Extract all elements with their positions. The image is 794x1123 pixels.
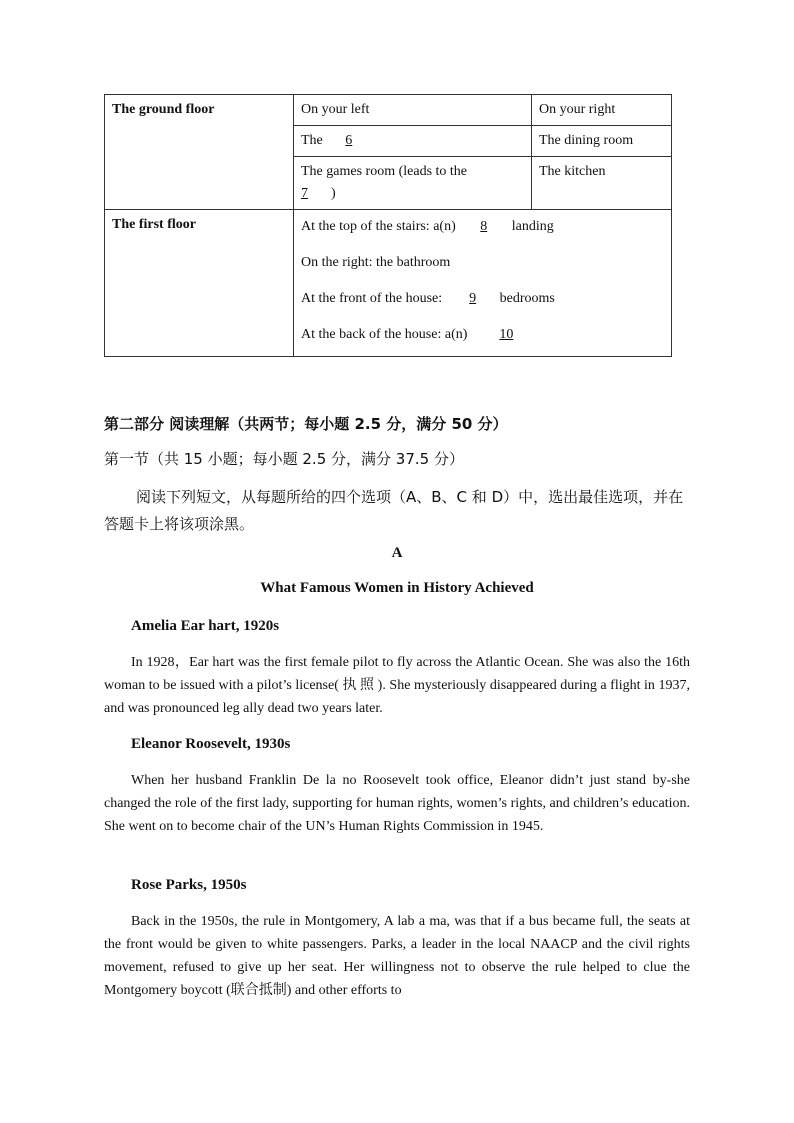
first-floor-line: [301, 288, 664, 310]
header-left-cell: [294, 95, 532, 126]
paragraph-earhart: In 1928，Ear hart was the first female pilot to fly across the Atlantic Ocean. She was also the 16th woman to be issued with a pilot’s license( 执 照 ). She mysteriously disappeared during a flight in 1937, and was pronounced leg ally dead two years later.: [104, 655, 690, 716]
row3-left-cell: [294, 157, 532, 210]
table-row: [105, 210, 672, 357]
row2-right-cell: [532, 126, 672, 157]
col-left-header: On your left: [301, 102, 370, 117]
first-floor-line: [301, 252, 664, 274]
heading-parks: Rose Parks, 1950s: [131, 877, 247, 893]
first-floor-details: [294, 210, 672, 357]
ground-floor-text: The ground floor: [112, 102, 215, 117]
paragraph-parks: Back in the 1950s, the rule in Montgomery, A lab a ma, was that if a bus became full, the seats at the front would be given to white passengers. Parks, a leader in the local NAACP and the civil rights movement, refused to give up her seat. Her willingness not to observe the rule helped to clue the Montgomery boycott (联合抵制) and other efforts to: [104, 914, 690, 998]
row2-left-prefix: The: [301, 133, 323, 148]
first-floor-line: [301, 324, 664, 346]
first-floor-text: The first floor: [112, 217, 196, 232]
passage-letter: A: [391, 545, 403, 561]
blank-7: 7: [301, 186, 308, 201]
ff4-prefix: At the back of the house: a(n): [301, 327, 468, 342]
ff3-suffix: bedrooms: [499, 291, 555, 306]
row2-right-text: The dining room: [539, 133, 634, 148]
blank-10: 10: [499, 327, 514, 342]
header-right-cell: [532, 95, 672, 126]
ff1-suffix: landing: [511, 219, 554, 234]
table-row: [105, 95, 672, 126]
section-subtitle: 第一节（共 15 小题；每小题 2.5 分，满分 37.5 分）: [104, 450, 464, 468]
ff1-prefix: At the top of the stairs: a(n): [301, 219, 456, 234]
ground-floor-label: [105, 95, 294, 210]
blank-8: 8: [480, 219, 488, 234]
row2-left-cell: [294, 126, 532, 157]
ff3-prefix: At the front of the house:: [301, 291, 443, 306]
blank-9: 9: [469, 291, 477, 306]
passage-title: What Famous Women in History Achieved: [260, 580, 534, 596]
row3-right-cell: [532, 157, 672, 210]
heading-roosevelt: Eleanor Roosevelt, 1930s: [131, 736, 291, 752]
blank-6: 6: [345, 133, 353, 148]
first-floor-label: [105, 210, 294, 357]
paragraph-roosevelt: When her husband Franklin De la no Roosevelt took office, Eleanor didn’t just stand by-she changed the role of the first lady, supporting for human rights, women’s rights, and children’s education. She went on to become chair of the UN’s Human Rights Commission in 1945.: [104, 773, 690, 834]
row3-right-text: The kitchen: [539, 164, 606, 179]
instructions: 阅读下列短文，从每题所给的四个选项（A、B、C 和 D）中，选出最佳选项，并在答题卡上将该项涂黑。: [104, 488, 684, 533]
ff2-text: On the right: the bathroom: [301, 255, 451, 270]
house-layout-table: [104, 94, 672, 357]
heading-earhart: Amelia Ear hart, 1920s: [131, 618, 280, 634]
first-floor-line: [301, 216, 664, 238]
row3-left-suffix: ): [331, 186, 336, 201]
col-right-header: On your right: [539, 102, 616, 117]
section-title: 第二部分 阅读理解（共两节；每小题 2.5 分，满分 50 分）: [104, 415, 508, 433]
row3-left-prefix: The games room (leads to the: [301, 164, 468, 179]
